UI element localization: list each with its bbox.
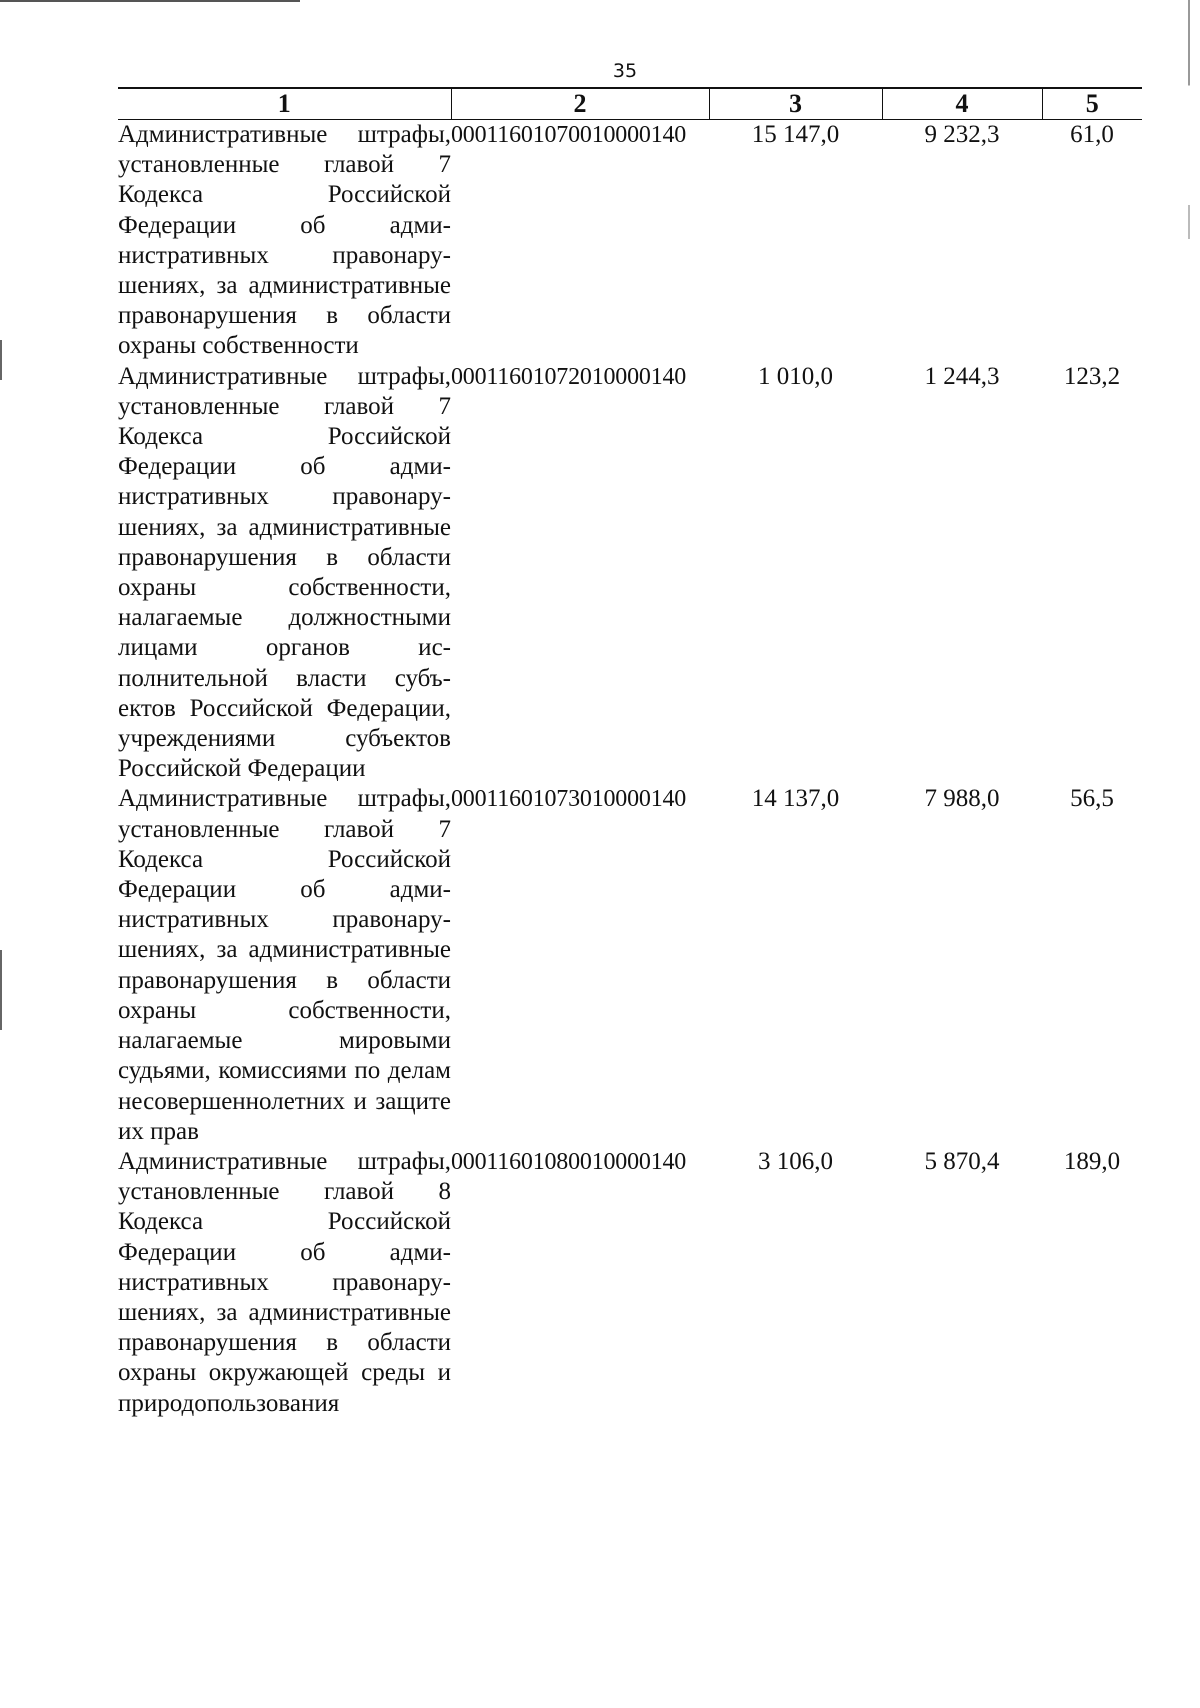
row-description: Административные штрафы, установленные главой 7 Кодекса Российской Федерации об административных правонарушениях, за административные правонарушения в области охраны собственности, налагаемые мировыми судьями, комиссиями по делам несовершеннолетних и защите их прав	[118, 785, 451, 1145]
row-budget-code: 00011601073010000140	[451, 786, 687, 813]
table-row	[118, 120, 1142, 362]
budget-table	[118, 87, 1142, 1419]
row-value-col4: 9 232,3	[924, 121, 1000, 148]
row-value-col5: 189,0	[1063, 1147, 1121, 1175]
table-row	[118, 1147, 1142, 1419]
table-row	[118, 784, 1142, 1146]
column-header: 5	[1042, 88, 1142, 120]
scan-mark-left	[0, 950, 2, 1030]
row-description: Административные штрафы, установленные главой 7 Кодекса Российской Федерации об административных правонарушениях, за административные правонарушения в области охраны собственности, налагаемые должностными лицами органов исполнительной власти субъектов Российской Федерации, учреждениями субъектов Российской Федерации	[118, 362, 451, 783]
row-value-col5: 61,0	[1070, 121, 1114, 148]
row-budget-code: 00011601072010000140	[451, 363, 687, 390]
row-value-col5: 56,5	[1070, 785, 1114, 813]
row-description: Административные штрафы, установленные главой 7 Кодекса Российской Федерации об административных правонарушениях, за административные правонарушения в области охраны собственности	[118, 121, 451, 360]
row-value-col4: 7 988,0	[924, 785, 1000, 813]
table-header-row	[118, 88, 1142, 120]
row-value-col3: 1 010,0	[758, 362, 833, 390]
scan-edge-right	[1188, 0, 1190, 1708]
row-description: Административные штрафы, установленные главой 8 Кодекса Российской Федерации об административных правонарушениях, за административные правонарушения в области охраны окружающей среды и природопользования	[118, 1147, 451, 1417]
row-value-col3: 14 137,0	[751, 785, 840, 813]
column-header: 1	[118, 88, 451, 120]
table-row	[118, 362, 1142, 785]
row-budget-code: 00011601080010000140	[451, 1148, 687, 1175]
page-number: 35	[612, 60, 638, 82]
column-header: 2	[451, 88, 709, 120]
row-value-col3: 3 106,0	[758, 1147, 833, 1175]
row-value-col5: 123,2	[1063, 362, 1121, 390]
row-budget-code: 00011601070010000140	[451, 122, 687, 148]
scan-mark-left	[0, 340, 2, 380]
row-value-col4: 5 870,4	[924, 1147, 1000, 1175]
scan-edge-top	[0, 0, 300, 2]
column-header: 4	[882, 88, 1042, 120]
column-header: 3	[709, 88, 882, 120]
row-value-col3: 15 147,0	[751, 121, 840, 148]
row-value-col4: 1 244,3	[924, 362, 1000, 390]
